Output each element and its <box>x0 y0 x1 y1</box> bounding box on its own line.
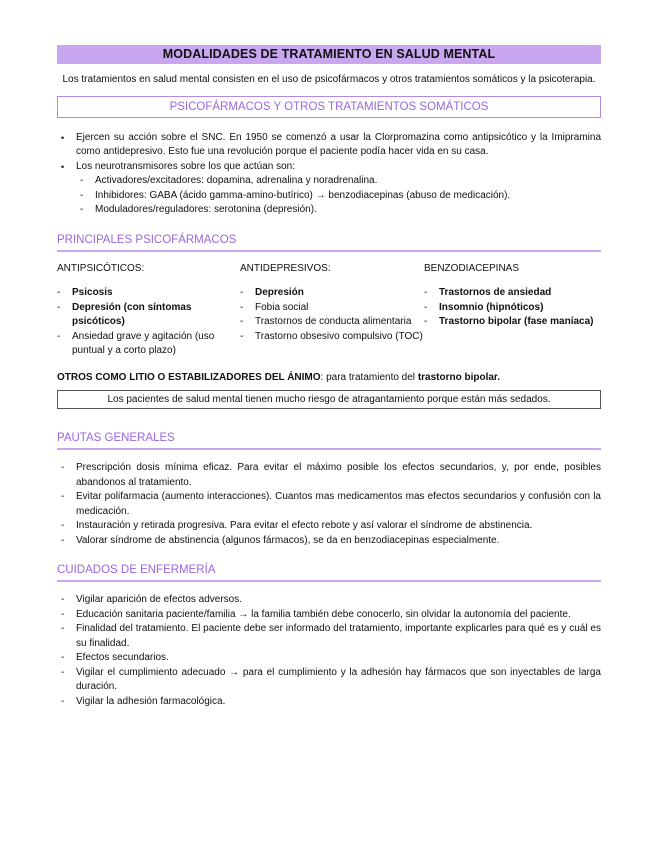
document-page <box>57 45 601 709</box>
antidepresivos-column <box>240 262 424 359</box>
somaticos-list <box>57 131 601 175</box>
list-item: - Evitar polifarmacia (aumento interacciones). Cuantos mas medicamentos mas efectos secundarios y confusión con la medicación. <box>57 490 601 519</box>
list-item: • Los neurotransmisores sobre los que actúan son: <box>57 160 601 175</box>
list-item: - Instauración y retirada progresiva. Para evitar el efecto rebote y así valorar el síndrome de abstinencia. <box>57 519 601 534</box>
list-item: - Ansiedad grave y agitación (uso puntual y a corto plazo) <box>57 330 240 359</box>
column-header: ANTIDEPRESIVOS: <box>240 262 331 274</box>
list-item: - Trastornos de conducta alimentaria <box>240 315 424 330</box>
section-title-cuidados: CUIDADOS DE ENFERMERÍA <box>57 563 601 582</box>
list-item: - Insomnio (hipnóticos) <box>424 301 601 316</box>
benzodiacepinas-column <box>424 262 601 359</box>
list-item: - Vigilar el cumplimiento adecuado → para el cumplimiento y la adhesión hay fármacos que son inyectables de larga duración. <box>57 666 601 695</box>
section-title-somaticos: PSICOFÁRMACOS Y OTROS TRATAMIENTOS SOMÁTICOS <box>57 96 601 118</box>
list-item: - Trastorno obsesivo compulsivo (TOC) <box>240 330 424 345</box>
list-item: - Activadores/excitadores: dopamina, adrenalina y noradrenalina. <box>57 174 601 189</box>
list-item: - Fobia social <box>240 301 424 316</box>
cuidados-list <box>57 593 601 709</box>
list-item: - Depresión (con síntomas psicóticos) <box>57 301 240 330</box>
drug-columns <box>57 262 601 359</box>
section-title-pautas: PAUTAS GENERALES <box>57 431 601 450</box>
intro-paragraph: Los tratamientos en salud mental consisten en el uso de psicofármacos y otros tratamientos somáticos y la psicoterapia. <box>62 74 596 85</box>
column-header: ANTIPSICÓTICOS: <box>57 262 145 274</box>
antipsicoticos-column <box>57 262 240 359</box>
neurotransmitters-list <box>57 174 601 218</box>
list-item: - Inhibidores: GABA (ácido gamma-amino-butírico) → benzodiacepinas (abuso de medicación). <box>57 189 601 204</box>
list-item: - Psicosis <box>57 286 240 301</box>
section-title-principales: PRINCIPALES PSICOFÁRMACOS <box>57 233 601 252</box>
list-item: - Trastorno bipolar (fase maníaca) <box>424 315 601 330</box>
list-item: - Prescripción dosis mínima eficaz. Para evitar el máximo posible los efectos secundarios, y, por ende, posibles abandonos al tratamiento. <box>57 461 601 490</box>
note-box: Los pacientes de salud mental tienen mucho riesgo de atragantamiento porque están más sedados. <box>57 390 601 409</box>
list-item: - Vigilar la adhesión farmacológica. <box>57 695 601 710</box>
list-item: - Vigilar aparición de efectos adversos. <box>57 593 601 608</box>
list-item: - Moduladores/reguladores: serotonina (depresión). <box>57 203 601 218</box>
list-item: - Valorar síndrome de abstinencia (algunos fármacos), se da en benzodiacepinas especialmente. <box>57 534 601 549</box>
list-item: - Trastornos de ansiedad <box>424 286 601 301</box>
pautas-list <box>57 461 601 548</box>
list-item: - Educación sanitaria paciente/familia → la familia también debe conocerlo, sin olvidar la autonomía del paciente. <box>57 608 601 623</box>
list-item: - Finalidad del tratamiento. El paciente debe ser informado del tratamiento, importante explicarles para qué es y cuál es su finalidad. <box>57 622 601 651</box>
list-item: - Efectos secundarios. <box>57 651 601 666</box>
other-treatments: OTROS COMO LITIO O ESTABILIZADORES DEL ÁNIMO: para tratamiento del trastorno bipolar. <box>57 371 501 383</box>
column-header: BENZODIACEPINAS <box>424 262 520 274</box>
page-title: MODALIDADES DE TRATAMIENTO EN SALUD MENTAL <box>57 45 601 64</box>
list-item: - Depresión <box>240 286 424 301</box>
list-item: • Ejercen su acción sobre el SNC. En 1950 se comenzó a usar la Clorpromazina como antipsicótico y la Imipramina como antidepresivo. Esto fue una revolución porque el paciente podía hacer vida en su casa. <box>57 131 601 160</box>
